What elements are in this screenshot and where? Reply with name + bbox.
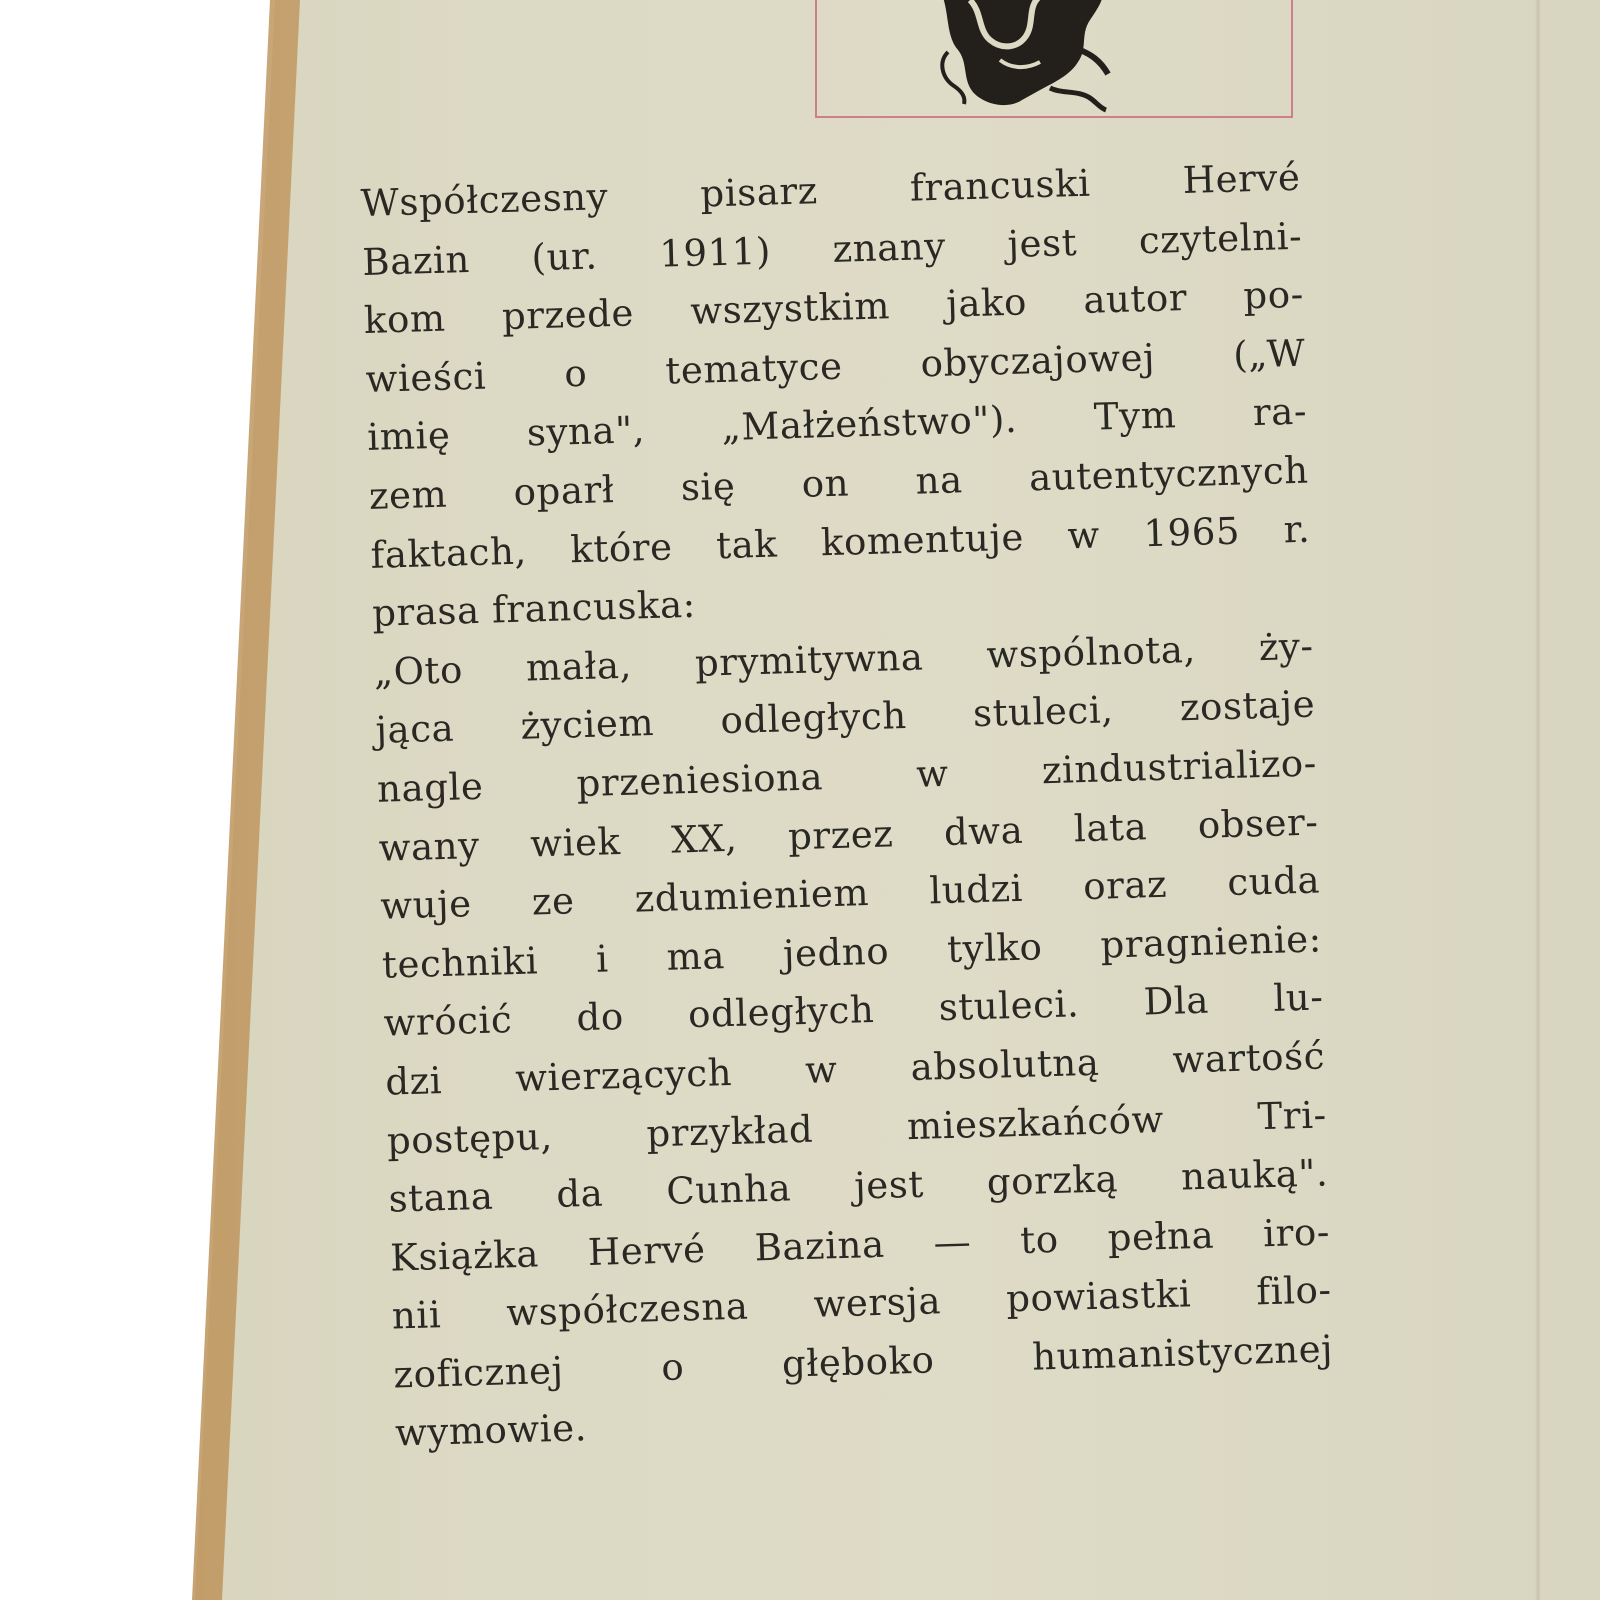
blurb-line: stana da Cunha jest gorzką nauką". [388,1151,1329,1221]
blurb-line: postępu, przykład mieszkańców Tri- [386,1092,1328,1163]
blurb-line: Bazin (ur. 1911) znany jest czytelni- [361,214,1303,284]
blurb-line: Książka Hervé Bazina — to pełna iro- [389,1210,1331,1280]
blurb-line: prasa francuska: [371,582,697,635]
blurb-line: techniki i ma jedno tylko pragnienie: [381,917,1323,987]
blurb-line: zem oparł się on na autentycznych [368,448,1310,518]
blurb-line: jąca życiem odległych stuleci, zostaje [374,682,1316,753]
blurb-line: wymowie. [394,1406,588,1455]
blurb-line: kom przede wszystkim jako autor po- [363,272,1305,343]
ink-sketch-illustration [930,0,1120,115]
blurb-line: „Oto mała, prymitywna wspólnota, ży- [373,624,1315,694]
blurb-line: wieści o tematyce obyczajowej („W [365,331,1306,401]
blurb-line: imię syna", „Małżeństwo"). Tym ra- [366,390,1308,460]
blurb-line: nii współczesna wersja powiastki filo- [391,1268,1333,1338]
cover-crease [1535,0,1541,1600]
blurb-line: zoficznej o głęboko humanistycznej [392,1327,1334,1397]
blurb-line: wuje ze zdumieniem ludzi oraz cuda [379,858,1321,928]
blurb-line: wrócić do odległych stuleci. Dla lu- [383,975,1324,1045]
blurb-line: Współczesny pisarz francuski Hervé [360,155,1302,225]
blurb-line: faktach, które tak komentuje w 1965 r. [370,507,1311,577]
blurb-line: dzi wierzących w absolutną wartość [384,1034,1326,1104]
blurb-line: nagle przeniesiona w zindustrializo- [376,741,1318,811]
blurb-line: wany wiek XX, przez dwa lata obser- [378,800,1320,870]
back-cover-blurb [360,149,1336,1464]
